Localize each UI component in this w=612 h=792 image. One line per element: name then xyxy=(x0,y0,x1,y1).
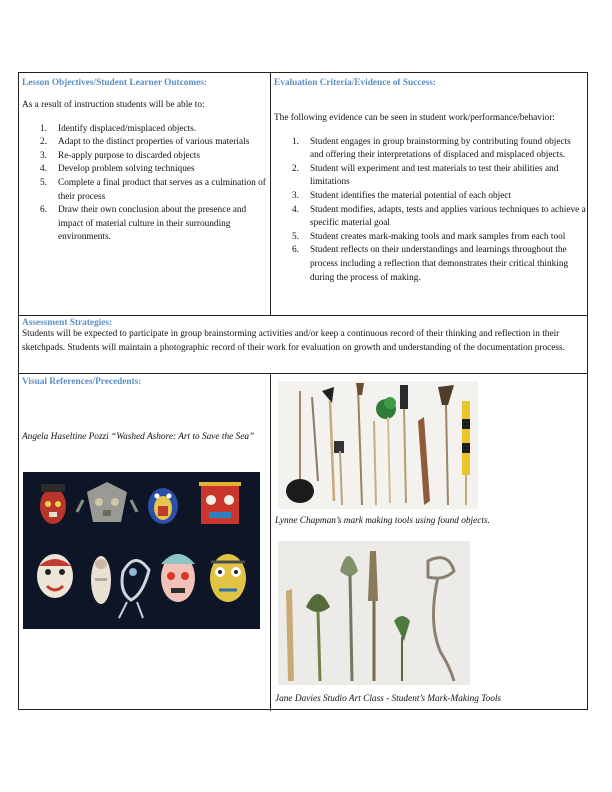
mask-3 xyxy=(148,488,178,524)
objectives-cell xyxy=(22,78,268,245)
references-left-cell xyxy=(22,377,268,445)
assessment-heading: Assessment Strategies: xyxy=(22,318,113,328)
list-item xyxy=(274,244,586,285)
masks-photo xyxy=(23,472,260,629)
references-heading: Visual References/Precedents: xyxy=(22,377,142,387)
list-number: 2. xyxy=(40,137,47,148)
list-text: Student creates mark-making tools and mark samples from each tool xyxy=(310,231,566,242)
list-item xyxy=(22,123,268,137)
mask-5 xyxy=(37,554,73,598)
masks-illustration xyxy=(23,472,260,629)
list-number: 2. xyxy=(292,163,299,174)
list-number: 1. xyxy=(292,136,299,147)
mask-8 xyxy=(161,554,195,602)
objectives-heading: Lesson Objectives/Student Learner Outcomes: xyxy=(22,78,207,88)
top-right-caption: Lynne Chapman’s mark making tools using found objects. xyxy=(275,516,490,526)
list-number: 1. xyxy=(40,123,47,134)
list-item xyxy=(274,231,586,245)
list-number: 5. xyxy=(292,231,299,242)
row-divider-1 xyxy=(19,315,587,316)
lesson-plan-table xyxy=(18,72,588,710)
list-text: Re-apply purpose to discarded objects xyxy=(58,150,200,161)
list-text: Student reflects on their understandings and learnings throughout the process including a reflection that demonstrates their critical thinking during the process of making. xyxy=(310,245,569,283)
column-divider-bottom xyxy=(270,373,271,711)
list-text: Draw their own conclusion about the presence and impact of material culture in their surrounding environments. xyxy=(58,205,247,243)
list-item xyxy=(274,163,586,190)
list-item xyxy=(22,136,268,150)
bottom-right-caption: Jane Davies Studio Art Class - Student’s Mark-Making Tools xyxy=(275,694,502,704)
list-item xyxy=(22,150,268,164)
objectives-intro: As a result of instruction students will be able to: xyxy=(22,100,205,110)
tools-illustration xyxy=(278,381,478,509)
objectives-list xyxy=(22,123,268,245)
list-item xyxy=(22,204,268,245)
list-number: 4. xyxy=(292,204,299,215)
list-text: Student engages in group brainstorming by contributing found objects and offering their interpretations of displaced and misplaced objects. xyxy=(310,136,571,161)
list-number: 6. xyxy=(40,205,47,216)
evaluation-intro: The following evidence can be seen in student work/performance/behavior: xyxy=(274,113,555,123)
list-number: 4. xyxy=(40,164,47,175)
list-text: Student will experiment and test materials to test their abilities and limitations xyxy=(310,163,559,188)
evaluation-cell xyxy=(274,78,586,285)
mask-1 xyxy=(40,484,66,524)
list-text: Student identifies the material potential of each object xyxy=(310,190,512,201)
list-item xyxy=(274,136,586,163)
student-tools-photo xyxy=(278,541,470,685)
list-number: 3. xyxy=(40,150,47,161)
list-text: Develop problem solving techniques xyxy=(58,164,195,175)
assessment-body: Students will be expected to participate in group brainstorming activities and/or keep a continuous record of their thinking and reflection in their sketchpads. Students will maintain a photographic record of their work for evaluation on growth and understanding of the documentation process. xyxy=(22,329,565,353)
evaluation-heading: Evaluation Criteria/Evidence of Success: xyxy=(274,78,436,88)
list-item xyxy=(22,163,268,177)
student-tools-illustration xyxy=(278,541,470,685)
evaluation-list xyxy=(274,136,586,286)
list-item xyxy=(274,204,586,231)
list-text: Adapt to the distinct properties of various materials xyxy=(58,137,250,148)
mask-6 xyxy=(91,556,111,604)
mask-4 xyxy=(199,482,241,524)
list-item xyxy=(22,177,268,204)
mark-making-tools-photo xyxy=(278,381,478,509)
row-divider-2 xyxy=(19,373,587,374)
column-divider-top xyxy=(270,73,271,315)
left-caption: Angela Haseltine Pozzi “Washed Ashore: Art to Save the Sea” xyxy=(22,432,255,442)
list-text: Complete a final product that serves as a culmination of their process xyxy=(58,177,266,202)
list-number: 5. xyxy=(40,177,47,188)
mask-9 xyxy=(210,554,246,602)
list-number: 6. xyxy=(292,245,299,256)
list-text: Identify displaced/misplaced objects. xyxy=(58,123,197,134)
list-number: 3. xyxy=(292,190,299,201)
assessment-cell xyxy=(22,318,586,355)
list-item xyxy=(274,190,586,204)
list-text: Student modifies, adapts, tests and applies various techniques to achieve a specific material goal xyxy=(310,204,586,229)
